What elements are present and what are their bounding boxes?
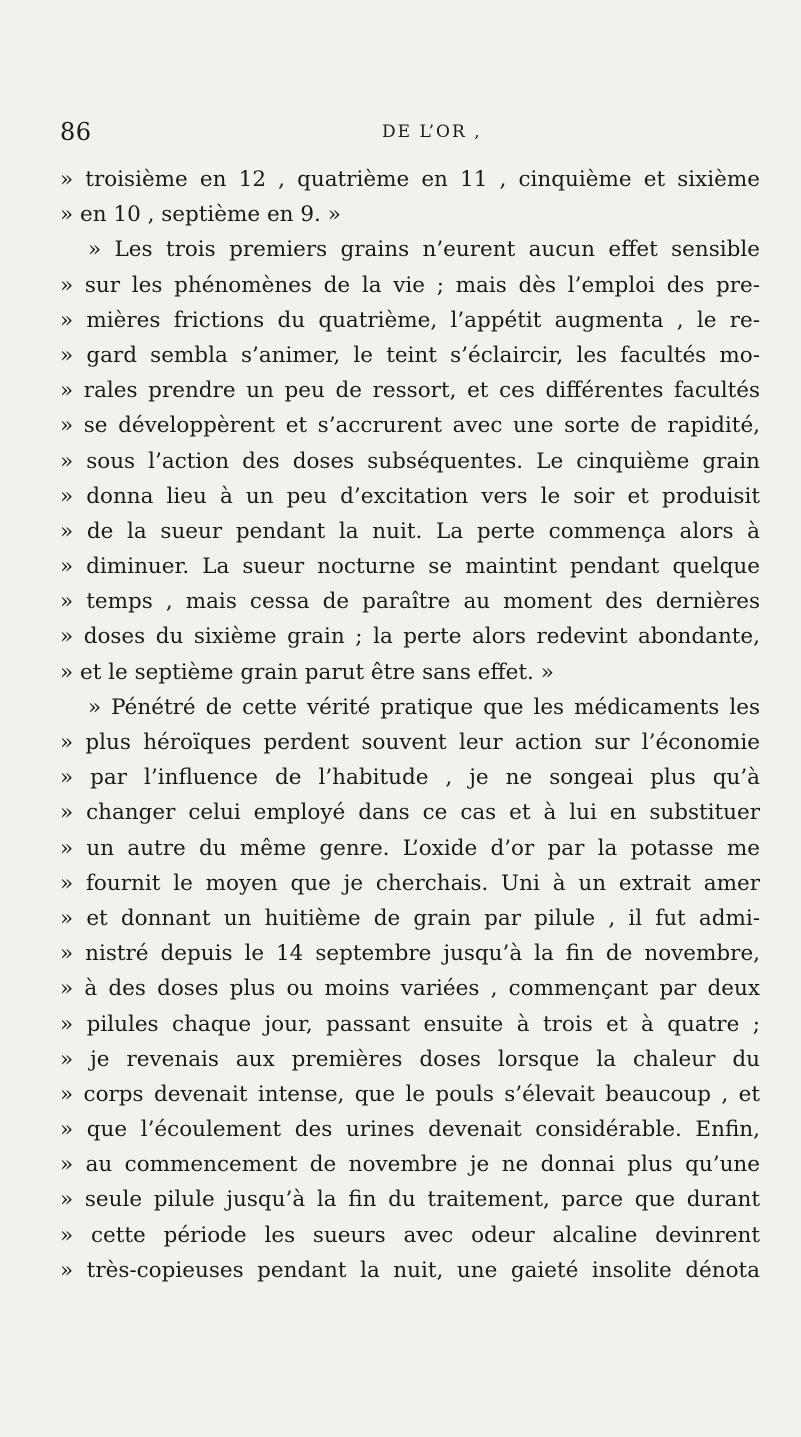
text-line: » doses du sixième grain ; la perte alors redevint abondante,	[60, 624, 760, 650]
page-number: 86	[60, 118, 92, 146]
text-line: » mières frictions du quatrième, l’appétit augmenta , le re-	[60, 307, 760, 333]
text-line: » de la sueur pendant la nuit. La perte commença alors à	[60, 518, 760, 544]
text-line: » par l’influence de l’habitude , je ne songeai plus qu’à	[60, 765, 760, 791]
text-line: » je revenais aux premières doses lorsque la chaleur du	[60, 1046, 760, 1072]
text-line: » très-copieuses pendant la nuit, une gaieté insolite dénota	[60, 1257, 760, 1283]
text-line: » Les trois premiers grains n’eurent aucun effet sensible	[88, 237, 760, 263]
text-line: » à des doses plus ou moins variées , commençant par deux	[60, 976, 760, 1002]
text-line: » fournit le moyen que je cherchais. Uni à un extrait amer	[60, 870, 760, 896]
text-line: » changer celui employé dans ce cas et à lui en substituer	[60, 800, 760, 826]
text-line: » se développèrent et s’accrurent avec une sorte de rapidité,	[60, 413, 760, 439]
text-line: » temps , mais cessa de paraître au moment des dernières	[60, 589, 760, 615]
text-line: » rales prendre un peu de ressort, et ces différentes facultés	[60, 378, 760, 404]
text-line: » cette période les sueurs avec odeur alcaline devinrent	[60, 1222, 760, 1248]
text-line: » plus héroïques perdent souvent leur action sur l’économie	[60, 730, 760, 755]
text-line: » Pénétré de cette vérité pratique que les médicaments les	[88, 694, 760, 720]
text-line: » troisième en 12 , quatrième en 11 , cinquième et sixième	[60, 167, 760, 192]
page-header	[60, 118, 720, 150]
body-text	[60, 162, 760, 1288]
text-line: » seule pilule jusqu’à la fin du traitement, parce que durant	[60, 1187, 760, 1213]
text-line: » sur les phénomènes de la vie ; mais dès l’emploi des pre-	[60, 272, 760, 298]
text-line: » corps devenait intense, que le pouls s’élevait beaucoup , et	[60, 1081, 760, 1107]
text-line: » en 10 , septième en 9. »	[60, 202, 341, 228]
text-line: » un autre du même genre. L’oxide d’or par la potasse me	[60, 835, 760, 861]
text-line: » gard sembla s’animer, le teint s’éclaircir, les facultés mo-	[60, 342, 760, 368]
running-head: DE L’OR ,	[382, 122, 482, 142]
text-line: » donna lieu à un peu d’excitation vers le soir et produisit	[60, 483, 760, 509]
text-line: » et donnant un huitième de grain par pilule , il fut admi-	[60, 905, 760, 931]
text-line: » diminuer. La sueur nocturne se maintint pendant quelque	[60, 554, 760, 580]
text-line: » au commencement de novembre je ne donnai plus qu’une	[60, 1152, 760, 1178]
text-line: » pilules chaque jour, passant ensuite à trois et à quatre ;	[60, 1011, 760, 1037]
text-line: » sous l’action des doses subséquentes. Le cinquième grain	[60, 448, 760, 474]
text-line: » que l’écoulement des urines devenait considérable. Enfin,	[60, 1117, 760, 1143]
text-line: » nistré depuis le 14 septembre jusqu’à la fin de novembre,	[60, 941, 760, 967]
text-line: » et le septième grain parut être sans effet. »	[60, 659, 554, 685]
